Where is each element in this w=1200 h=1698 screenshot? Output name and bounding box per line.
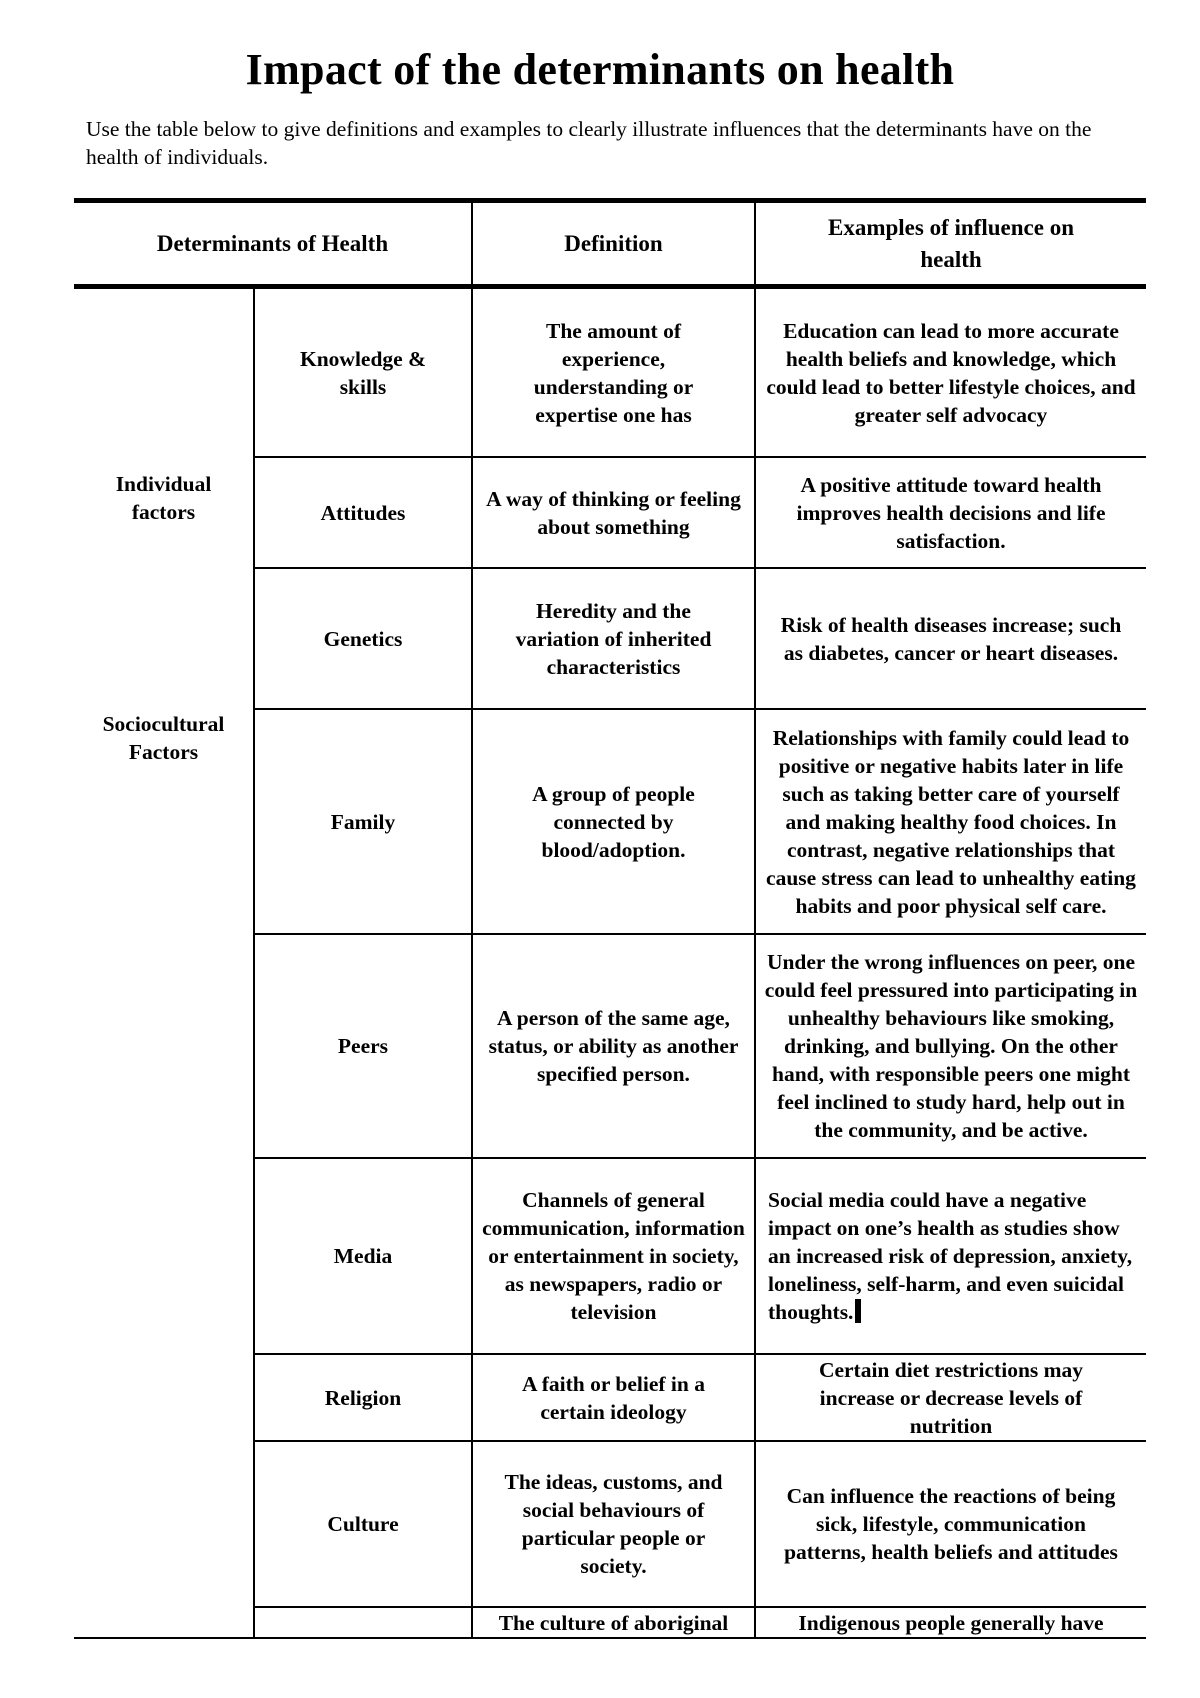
determinant-label: Media bbox=[333, 1244, 393, 1268]
header-definition bbox=[473, 203, 754, 284]
definition-cell bbox=[473, 289, 754, 456]
determinant-label: Religion bbox=[324, 1385, 402, 1410]
definition-cell bbox=[473, 569, 754, 708]
definition-cell bbox=[473, 1442, 754, 1606]
definition-text: A group of people connected by blood/adoption. bbox=[532, 781, 695, 862]
example-text: Education can lead to more accurate health beliefs and knowledge, which could lead to better lifestyle choices, and greater self advocacy bbox=[766, 318, 1136, 427]
example-text: Indigenous people generally have bbox=[798, 1610, 1104, 1635]
definition-cell bbox=[473, 458, 754, 567]
determinant-label: Peers bbox=[337, 1034, 389, 1058]
definition-text: A person of the same age, status, or ability as another specified person. bbox=[488, 1006, 739, 1086]
determinant-cell bbox=[255, 1159, 471, 1353]
definition-text: The ideas, customs, and social behaviours of particular people or society. bbox=[504, 1470, 723, 1578]
text-cursor bbox=[855, 1299, 861, 1323]
determinant-label: Attitudes bbox=[320, 500, 406, 525]
example-text: A positive attitude toward health improves health decisions and life satisfaction. bbox=[796, 472, 1106, 553]
definition-text: A faith or belief in a certain ideology bbox=[522, 1371, 705, 1424]
example-text: Social media could have a negative impact on one’s health as studies show an increased risk of depression, anxiety, loneliness, self-harm, and even suicidal thoughts. bbox=[768, 1188, 1133, 1324]
determinant-label: Genetics bbox=[323, 626, 403, 651]
example-cell bbox=[756, 289, 1146, 456]
header-definition-label: Definition bbox=[564, 230, 663, 256]
example-text-wrap bbox=[768, 1186, 1138, 1326]
header-examples bbox=[756, 203, 1146, 284]
example-text: Under the wrong influences on peer, one could feel pressured into participating in unhealthy behaviours like smoking, drinking, and bullying. On the other hand, with responsible peers one might feel inclined to study hard, help out in the community, and be active. bbox=[764, 950, 1138, 1142]
intro-text: Use the table below to give definitions and examples to clearly illustrate influences that the determinants have on the health of individuals. bbox=[86, 117, 1092, 169]
determinant-cell bbox=[255, 1355, 471, 1440]
determinant-cell bbox=[255, 1608, 471, 1637]
group-individual-factors bbox=[74, 470, 253, 526]
definition-cell bbox=[473, 710, 754, 933]
definition-cell bbox=[473, 935, 754, 1157]
group-individual-label: Individual factors bbox=[115, 472, 212, 524]
definition-text: Channels of general communication, information or entertainment in society, as newspapers, radio or television bbox=[482, 1188, 745, 1324]
example-cell bbox=[756, 1159, 1146, 1353]
determinant-label: Family bbox=[330, 809, 396, 834]
definition-cell bbox=[473, 1355, 754, 1440]
definition-text: The amount of experience, understanding or expertise one has bbox=[533, 318, 694, 427]
example-cell bbox=[756, 1608, 1146, 1637]
determinant-cell bbox=[255, 1442, 471, 1606]
example-cell bbox=[756, 710, 1146, 933]
header-determinants-label: Determinants of Health bbox=[156, 230, 389, 256]
table-bottom-rule bbox=[74, 1637, 1146, 1639]
example-text: Certain diet restrictions may increase or decrease levels of nutrition bbox=[818, 1357, 1084, 1438]
definition-text: A way of thinking or feeling about something bbox=[486, 486, 741, 539]
group-sociocultural-factors bbox=[74, 710, 253, 766]
determinant-cell bbox=[255, 458, 471, 567]
determinant-label: Knowledge & skills bbox=[299, 346, 426, 399]
example-cell bbox=[756, 1355, 1146, 1440]
header-determinants bbox=[74, 203, 471, 284]
page-title: Impact of the determinants on health bbox=[245, 45, 955, 94]
example-text: Relationships with family could lead to positive or negative habits later in life such as taking better care of yourself and making healthy food choices. In contrast, negative relationships that cause stress can lead to unhealthy eating habits and poor physical self care. bbox=[766, 725, 1136, 918]
determinant-cell bbox=[255, 569, 471, 708]
determinant-label: Culture bbox=[327, 1512, 399, 1536]
determinant-cell bbox=[255, 289, 471, 456]
header-examples-label: Examples of influence on health bbox=[828, 214, 1074, 272]
example-cell bbox=[756, 458, 1146, 567]
example-cell bbox=[756, 569, 1146, 708]
definition-text: Heredity and the variation of inherited characteristics bbox=[515, 598, 712, 679]
definition-cell bbox=[473, 1159, 754, 1353]
example-cell bbox=[756, 935, 1146, 1157]
group-sociocultural-label: Sociocultural Factors bbox=[102, 712, 225, 764]
example-text: Can influence the reactions of being sick, lifestyle, communication patterns, health beliefs and attitudes bbox=[784, 1484, 1118, 1564]
example-cell bbox=[756, 1442, 1146, 1606]
definition-cell bbox=[473, 1608, 754, 1637]
determinant-cell bbox=[255, 935, 471, 1157]
example-text: Risk of health diseases increase; such as diabetes, cancer or heart diseases. bbox=[780, 612, 1122, 665]
determinant-cell bbox=[255, 710, 471, 933]
definition-text: The culture of aboriginal bbox=[498, 1610, 729, 1635]
